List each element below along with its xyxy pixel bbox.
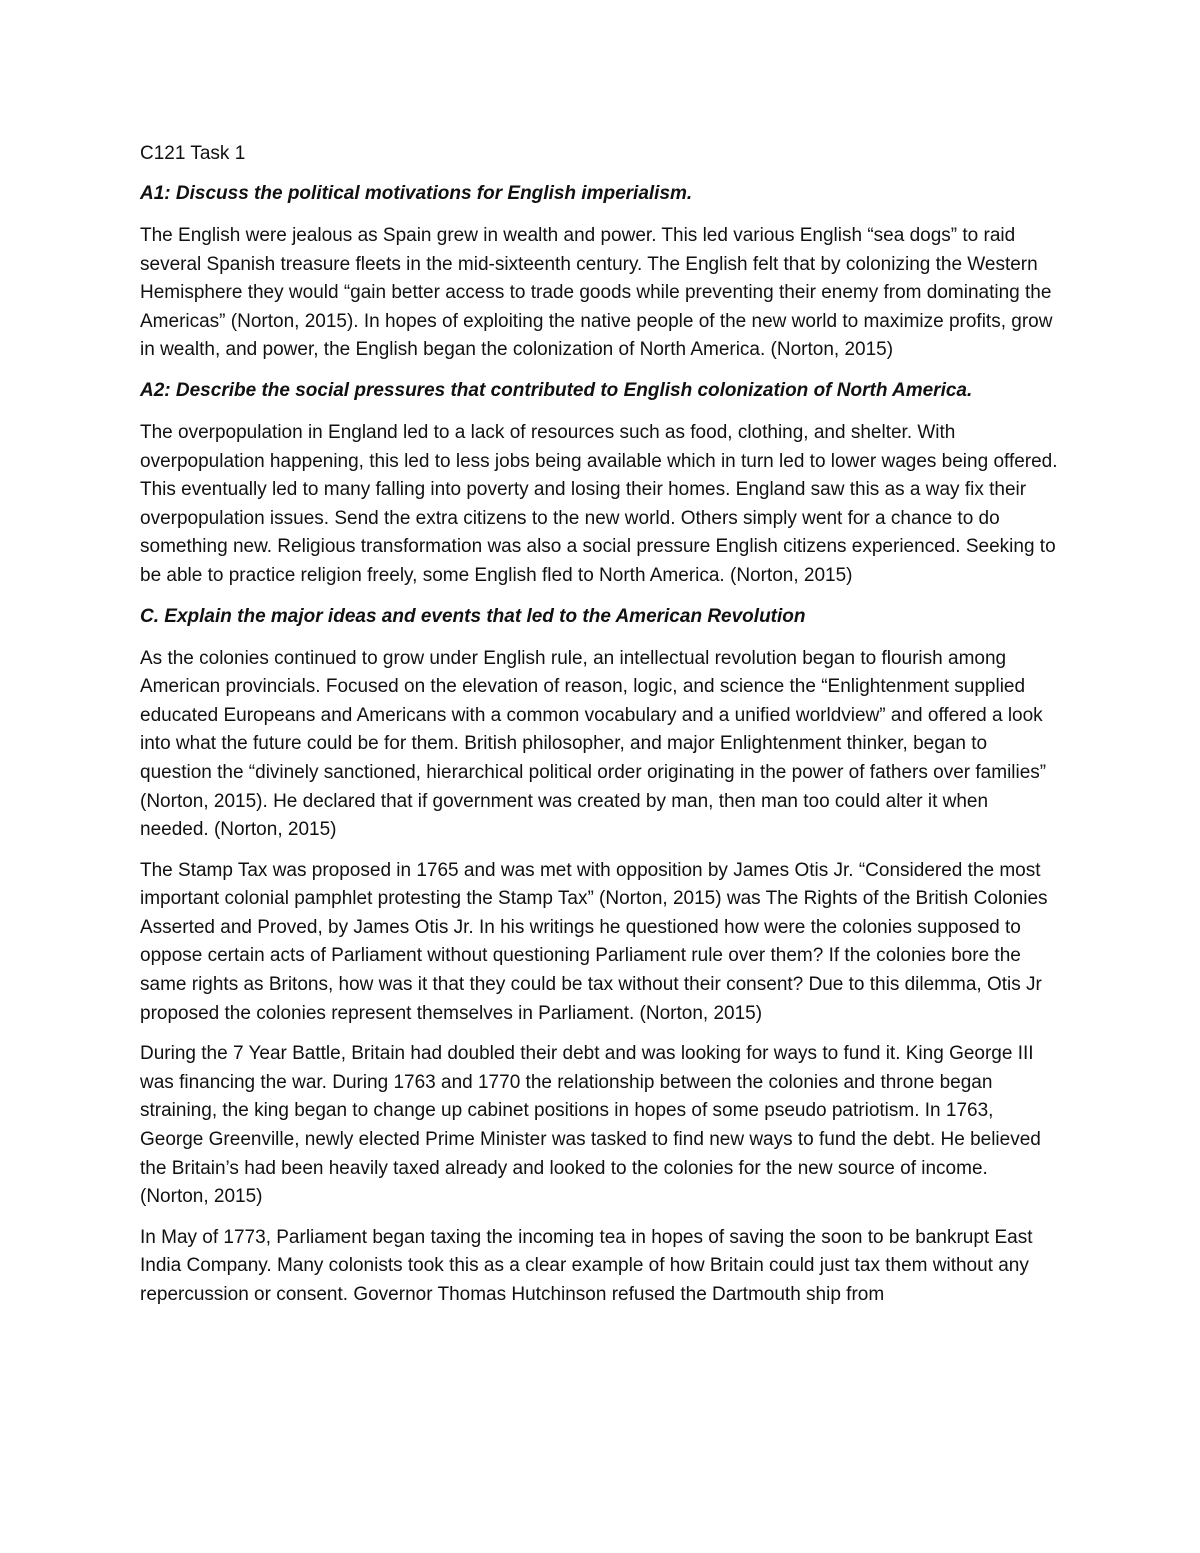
document-page bbox=[140, 140, 1060, 1322]
document-title: C121 Task 1 bbox=[140, 143, 246, 164]
section-heading: A2: Describe the social pressures that contributed to English colonization of North America. bbox=[140, 379, 973, 401]
paragraph: During the 7 Year Battle, Britain had doubled their debt and was looking for ways to fund it. King George III was financing the war. During 1763 and 1770 the relationship between the colonies and throne began straining, the king began to change up cabinet positions in hopes of some pseudo patriotism. In 1763, George Greenville, newly elected Prime Minister was tasked to find new ways to fund the debt. He believed the Britain’s had been heavily taxed already and looked to the colonies for the new source of income. (Norton, 2015) bbox=[140, 1043, 1041, 1208]
paragraph: As the colonies continued to grow under English rule, an intellectual revolution began to flourish among American provincials. Focused on the elevation of reason, logic, and science the “Enlightenment supplied educated Europeans and Americans with a common vocabulary and a unified worldview” and offered a look into what the future could be for them. British philosopher, and major Enlightenment thinker, began to question the “divinely sanctioned, hierarchical political order originating in the power of fathers over families” (Norton, 2015). He declared that if government was created by man, then man too could alter it when needed. (Norton, 2015) bbox=[140, 647, 1047, 841]
section-heading: C. Explain the major ideas and events that led to the American Revolution bbox=[140, 605, 806, 627]
section-heading: A1: Discuss the political motivations for English imperialism. bbox=[140, 183, 693, 204]
section-a1 bbox=[140, 180, 1060, 365]
paragraph: The overpopulation in England led to a lack of resources such as food, clothing, and shelter. With overpopulation happening, this led to less jobs being available which in turn led to lower wages being offered. This eventually led to many falling into poverty and losing their homes. England saw this as a way fix their overpopulation issues. Send the extra citizens to the new world. Others simply went for a chance to do something new. Religious transformation was also a social pressure English citizens experienced. Seeking to be able to practice religion freely, some English fled to North America. (Norton, 2015) bbox=[140, 421, 1058, 586]
section-c bbox=[140, 603, 1060, 1310]
paragraph: The Stamp Tax was proposed in 1765 and was met with opposition by James Otis Jr. “Considered the most important colonial pamphlet protesting the Stamp Tax” (Norton, 2015) was The Rights of the British Colonies Asserted and Proved, by James Otis Jr. In his writings he questioned how were the colonies supposed to oppose certain acts of Parliament without questioning Parliament rule over them? If the colonies bore the same rights as Britons, how was it that they could be tax without their consent? Due to this dilemma, Otis Jr proposed the colonies represent themselves in Parliament. (Norton, 2015) bbox=[140, 859, 1048, 1024]
paragraph: The English were jealous as Spain grew in wealth and power. This led various English “sea dogs” to raid several Spanish treasure fleets in the mid-sixteenth century. The English felt that by colonizing the Western Hemisphere they would “gain better access to trade goods while preventing their enemy from dominating the Americas” (Norton, 2015). In hopes of exploiting the native people of the new world to maximize profits, grow in wealth, and power, the English began the colonization of North America. (Norton, 2015) bbox=[140, 225, 1053, 361]
section-a2 bbox=[140, 377, 1060, 591]
paragraph: In May of 1773, Parliament began taxing the incoming tea in hopes of saving the soon to be bankrupt East India Company. Many colonists took this as a clear example of how Britain could just tax them without any repercussion or consent. Governor Thomas Hutchinson refused the Dartmouth ship from bbox=[140, 1226, 1033, 1305]
